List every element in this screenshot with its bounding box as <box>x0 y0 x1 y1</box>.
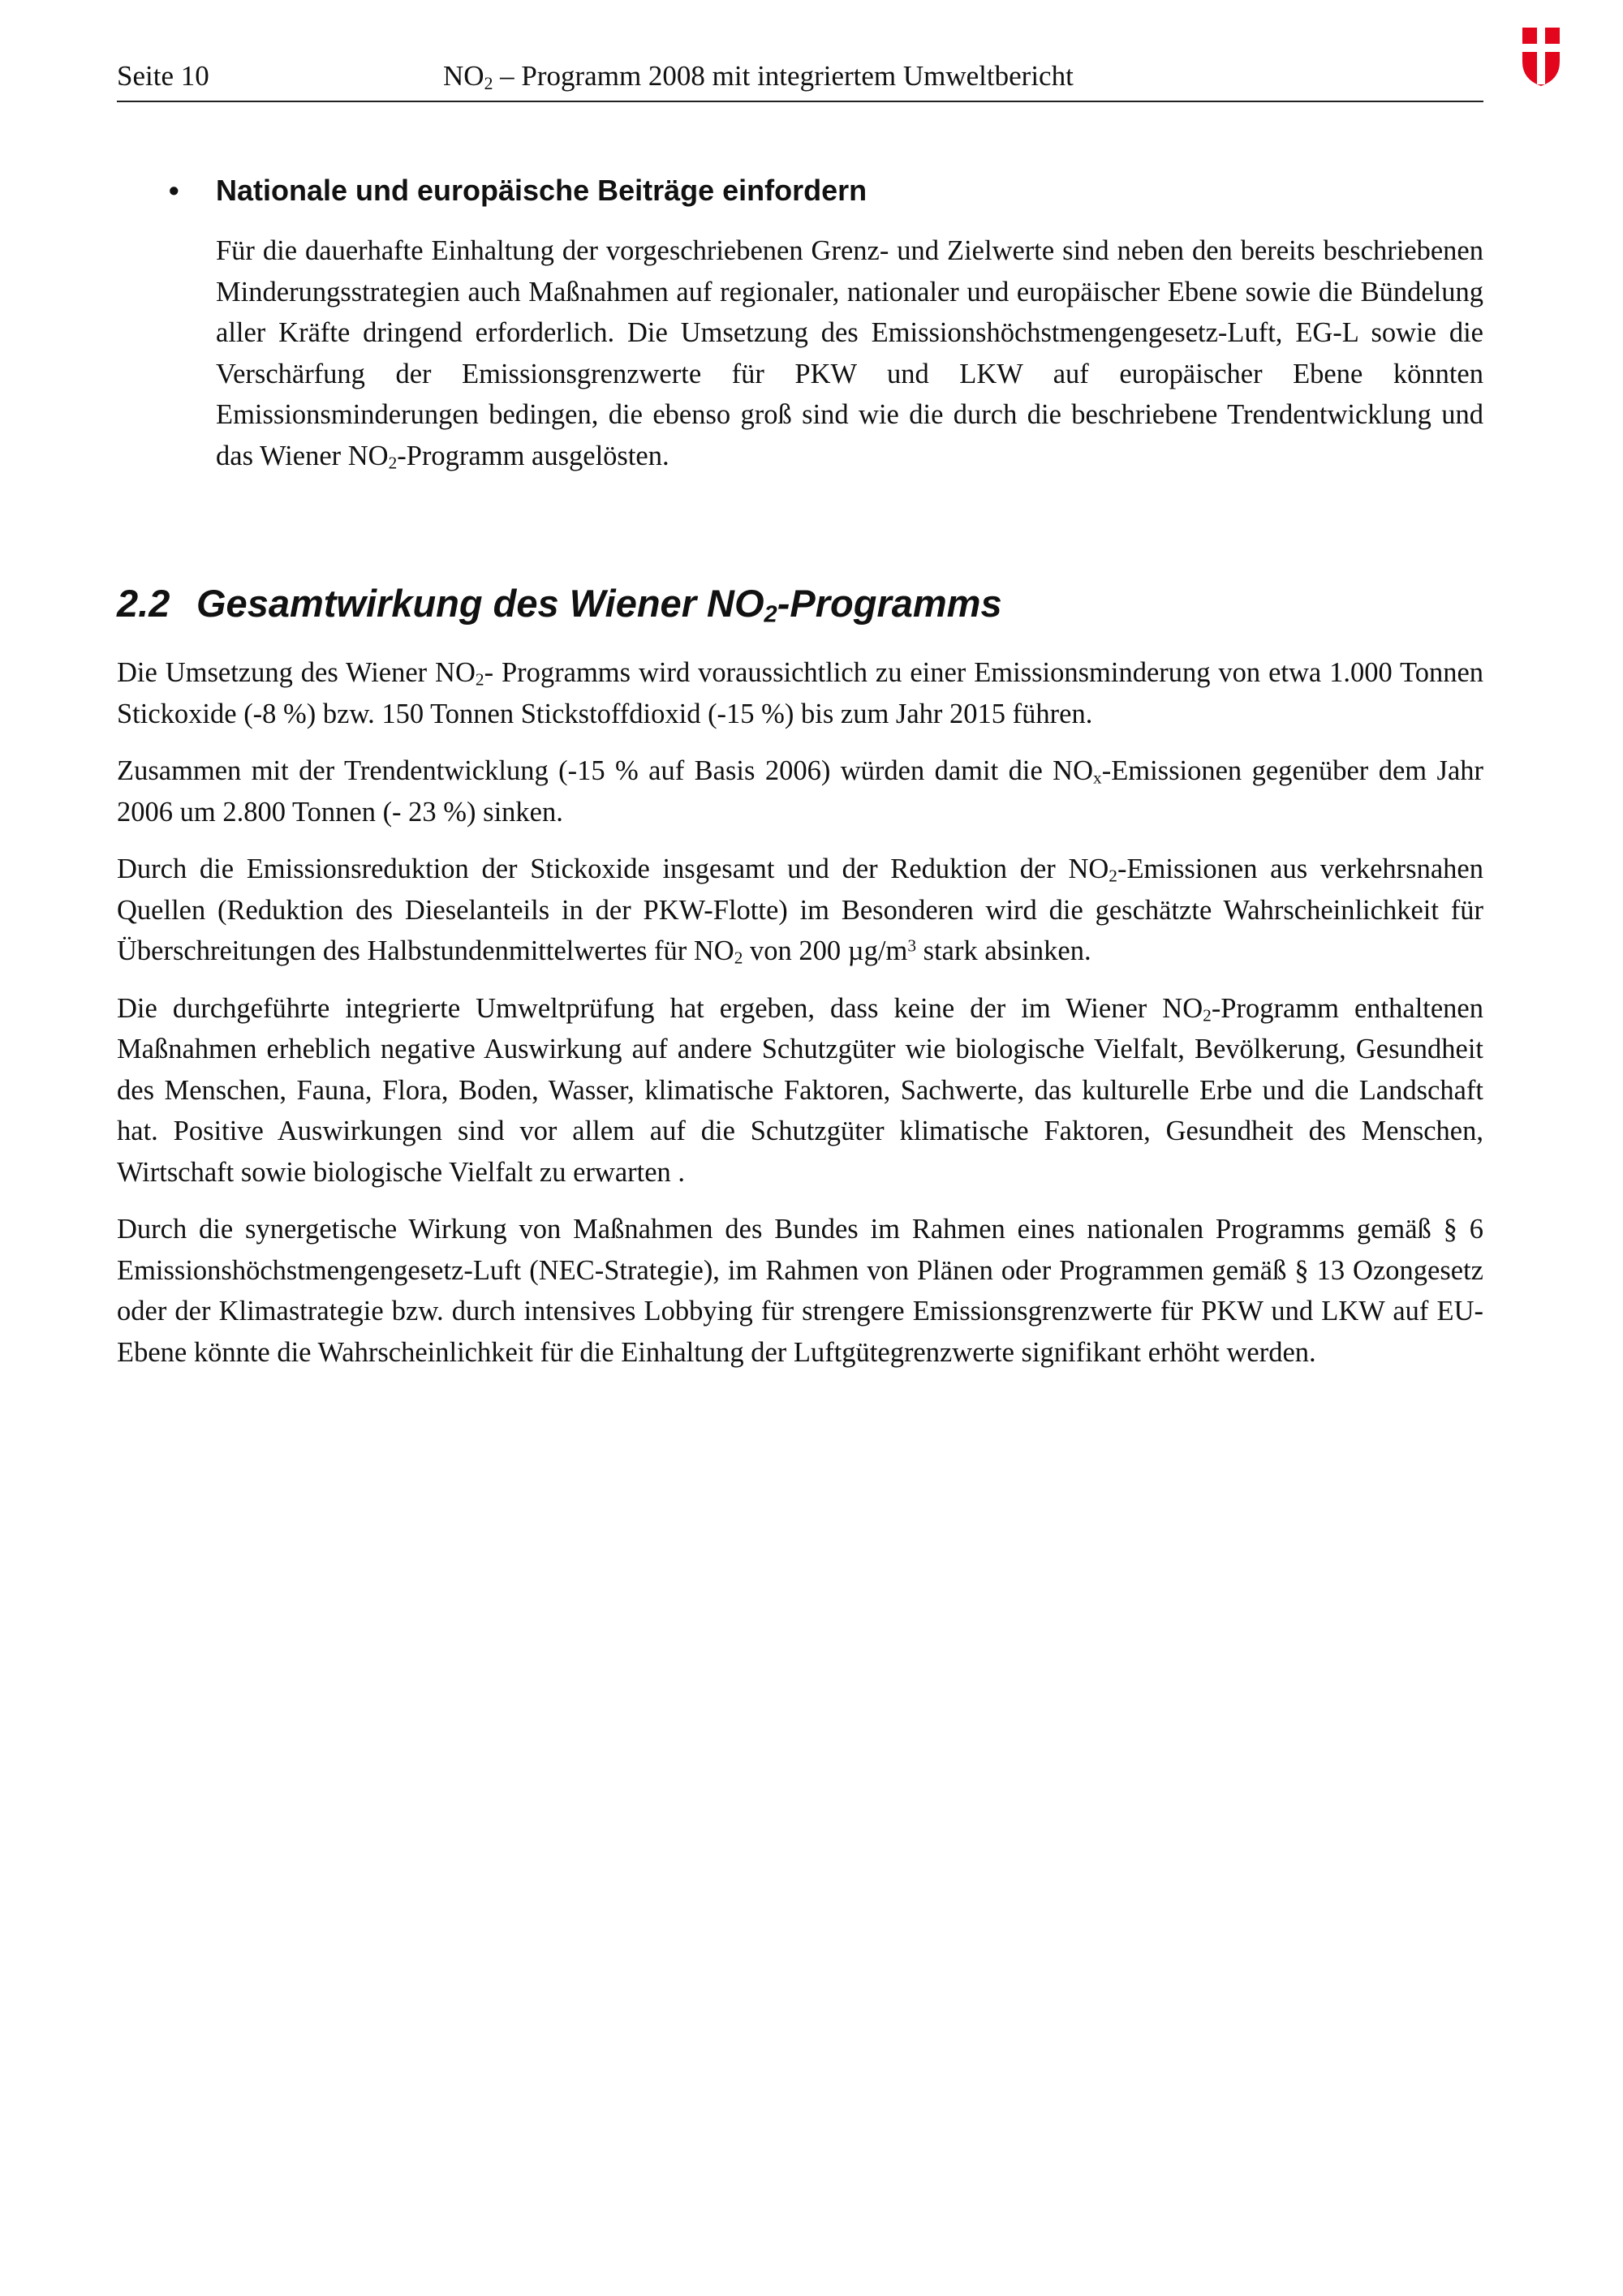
paragraph-exceedance: Durch die Emissionsreduktion der Stickoxide insgesamt und der Reduktion der $NO_2$-Emissionen aus verkehrsnahen Quellen (Reduktion des Dieselanteils in der PKW-Flotte) im Besonderen wird die geschätzte Wahrscheinlichkeit für Überschreitungen des Halbstundenmittelwertes für $NO_2$ von 200 $\mu g/m^3$ stark absinken. <box>117 853 1483 968</box>
section-body <box>117 652 1483 1389</box>
crest-cross-vertical <box>1537 28 1545 84</box>
bullet-paragraph: Für die dauerhafte Einhaltung der vorgeschriebenen Grenz- und Zielwerte sind neben den bereits beschriebenen Minderungsstrategien auch Maßnahmen auf regionaler, nationaler und europäischer Ebene sowie die Bündelung aller Kräfte dringend erforderlich. Die Umsetzung des Emissionshöchstmengengesetz-Luft, EG-L sowie die Verschärfung der Emissionsgrenzwerte für PKW und LKW auf europäischer Ebene könnten Emissionsminderungen bedingen, die ebenso groß sind wie die durch die beschriebene Trendentwicklung und das Wiener $NO_2$-Programm ausgelösten. <box>216 235 1483 473</box>
header-title: $NO_2$ – Programm 2008 mit integriertem Umweltbericht <box>443 60 1074 93</box>
bullet-section <box>117 170 1483 473</box>
paragraph-environmental-assessment: Die durchgeführte integrierte Umweltprüfung hat ergeben, dass keine der im Wiener $NO_2$-Programm enthaltenen Maßnahmen erheblich negative Auswirkung auf andere Schutzgüter wie biologische Vielfalt, Bevölkerung, Gesundheit des Menschen, Fauna, Flora, Boden, Wasser, klimatische Faktoren, Sachwerte, das kulturelle Erbe und die Landschaft hat. Positive Auswirkungen sind vor allem auf die Schutzgüter klimatische Faktoren, Gesundheit des Menschen, Wirtschaft sowie biologische Vielfalt zu erwarten . <box>117 992 1483 1188</box>
section-title: Gesamtwirkung des Wiener $NO_2$-Programms <box>196 582 1002 628</box>
paragraph-trend: Zusammen mit der Trendentwicklung (-15 % auf Basis 2006) würden damit die $NO_x$-Emissionen gegenüber dem Jahr 2006 um 2.800 Tonnen (- 23 %) sinken. <box>117 755 1483 828</box>
paragraph-synergy: Durch die synergetische Wirkung von Maßnahmen des Bundes im Rahmen eines nationalen Programms gemäß § 6 Emissionshöchstmengengesetz-Luft (NEC-Strategie), im Rahmen von Plänen oder Programmen gemäß § 13 Ozongesetz oder der Klimastrategie bzw. durch intensives Lobbying für strengere Emissionsgrenzwerte für PKW und LKW auf EU-Ebene könnte die Wahrscheinlichkeit für die Einhaltung der Luftgütegrenzwerte signifikant erhöht werden. <box>117 1214 1483 1368</box>
page-number: Seite 10 <box>117 60 209 92</box>
bullet-heading <box>117 170 1483 211</box>
bullet-point: • <box>169 174 179 207</box>
page-header <box>117 52 1483 102</box>
section-number: 2.2 <box>117 582 170 625</box>
crest-cross-horizontal <box>1522 44 1560 52</box>
bullet-title: Nationale und europäische Beiträge einfordern <box>216 174 867 207</box>
section-heading <box>117 576 1483 631</box>
vienna-coat-of-arms-icon <box>1521 26 1561 88</box>
paragraph-emission-reduction: Die Umsetzung des Wiener $NO_2-$ Programms wird voraussichtlich zu einer Emissionsminderung von etwa 1.000 Tonnen Stickoxide (-8 %) bzw. 150 Tonnen Stickstoffdioxid (-15 %) bis zum Jahr 2015 führen. <box>117 657 1484 729</box>
